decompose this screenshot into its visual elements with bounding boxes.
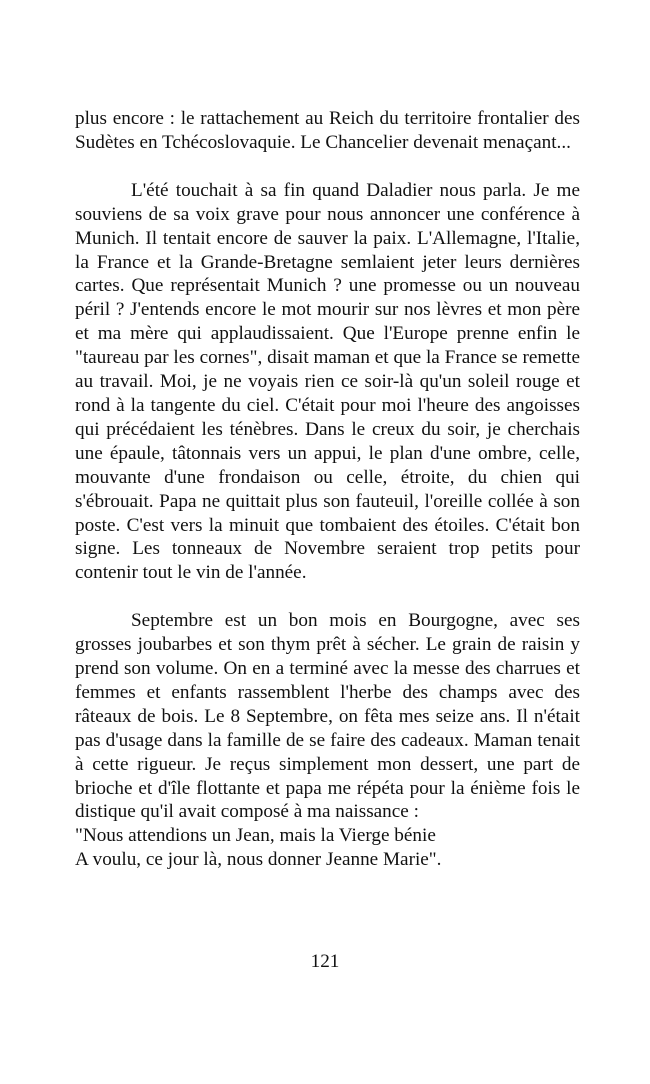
page-body — [75, 107, 580, 872]
paragraph-2: L'été touchait à sa fin quand Daladier nous parla. Je me souviens de sa voix grave pour nous annoncer une conférence à Munich. Il tentait encore de sauver la paix. L'Allemagne, l'Italie, la France et la Grande-Bretagne semlaient jeter leurs dernières cartes. Que représentait Munich ? une promesse ou un nouveau péril ? J'entends encore le mot mourir sur nos lèvres et mon père et ma mère qui applaudissaient. Que l'Europe prenne enfin le "taureau par les cornes", disait maman et que la France se remette au travail. Moi, je ne voyais rien ce soir-là qu'un soleil rouge et rond à la tangente du ciel. C'était pour moi l'heure des angoisses qui précédaient les ténèbres. Dans le creux du soir, je cherchais une épaule, tâtonnais vers un appui, le plan d'une ombre, celle, mouvante d'une frondaison ou celle, étroite, du chien qui s'ébrouait. Papa ne quittait plus son fauteuil, l'oreille collée à son poste. C'est vers la minuit que tombaient des étoiles. C'était bon signe. Les tonneaux de Novembre seraient trop petits pour contenir tout le vin de l'année. — [75, 179, 580, 584]
paragraph-gap — [75, 155, 580, 179]
page-number: 121 — [310, 951, 340, 972]
paragraph-1: plus encore : le rattachement au Reich du territoire frontalier des Sudètes en Tchécoslovaquie. Le Chancelier devenait menaçant... — [75, 108, 580, 153]
paragraph-3: Septembre est un bon mois en Bourgogne, avec ses grosses joubarbes et son thym prêt à sécher. Le grain de raisin y prend son volume. On en a terminé avec la messe des charrues et femmes et enfants rassemblent l'herbe des champs avec des râteaux de bois. Le 8 Septembre, on fêta mes seize ans. Il n'était pas d'usage dans la famille de se faire des cadeaux. Maman tenait à cette rigueur. Je reçus simplement mon dessert, une part de brioche et d'île flottante et papa me répéta pour la énième fois le distique qu'il avait composé à ma naissance : — [75, 610, 580, 823]
paragraph-gap — [75, 585, 580, 609]
verse-line-2: A voulu, ce jour là, nous donner Jeanne Marie". — [75, 849, 442, 871]
verse-line-1: "Nous attendions un Jean, mais la Vierge bénie — [75, 825, 436, 847]
